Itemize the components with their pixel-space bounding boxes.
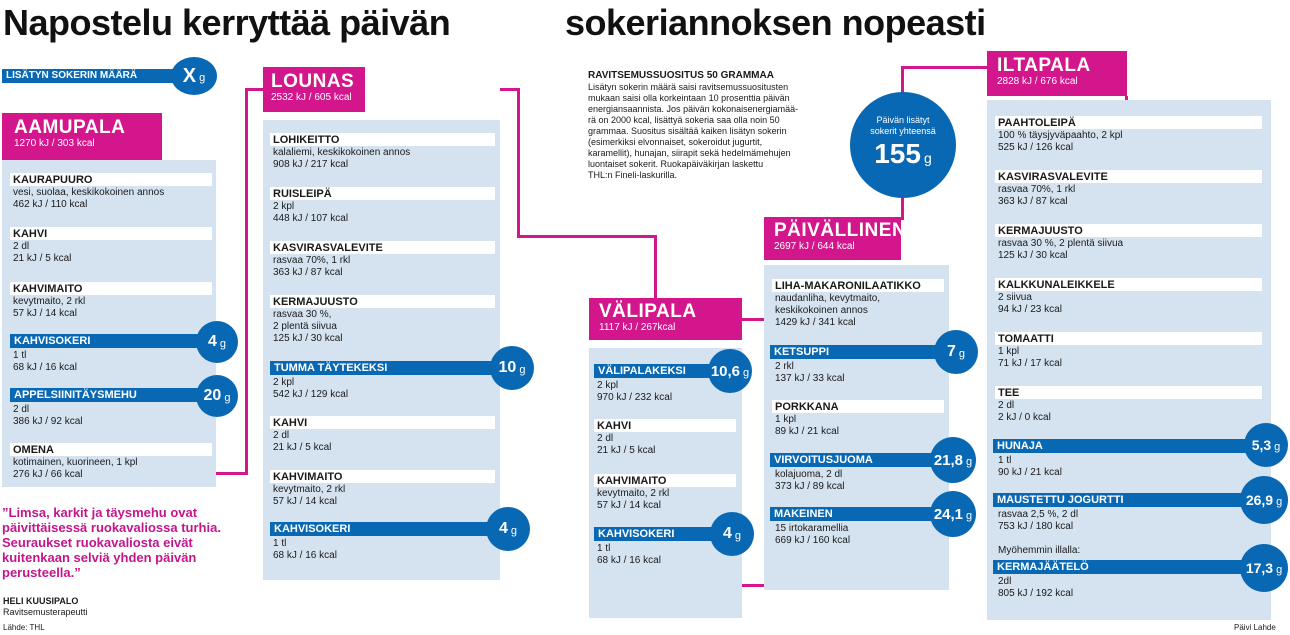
sugar-circle [930,437,976,483]
lounas-header [263,67,365,112]
food-name: KERMAJUUSTO [270,295,495,308]
food-detail: kevytmaito, 2 rkl [273,484,346,495]
sugar-value: 7 [946,343,956,360]
food-energy: 68 kJ / 16 kcal [597,555,661,566]
food-energy: 68 kJ / 16 kcal [13,362,77,373]
food-item [594,419,736,457]
food-detail: kalaliemi, keskikokoinen annos [273,147,411,158]
sugar-circle [196,375,238,417]
food-energy: 2 kJ / 0 kcal [998,412,1051,423]
food-energy: 908 kJ / 217 kcal [273,159,349,170]
food-detail: 2 dl [13,404,30,415]
legend-unit: g [199,72,206,84]
food-item [772,361,844,385]
food-item [772,469,844,493]
food-energy: 448 kJ / 107 kcal [273,213,349,224]
food-item [270,241,495,279]
food-energy: 57 kJ / 14 kcal [597,500,661,511]
sugar-value: 4 [498,520,508,537]
food-item [270,187,495,225]
food-energy: 21 kJ / 5 kcal [273,442,332,453]
sugar-item-bar: VIRVOITUSJUOMA [770,453,945,467]
sugar-value: 10 [498,359,517,376]
food-name: RUISLEIPÄ [270,187,495,200]
recommendation-line: energiansaannista. Jos päivän kokonaisenergiamää- [588,104,799,114]
food-name: KAHVIMAITO [10,282,212,295]
food-name: TEE [995,386,1262,399]
food-energy: 970 kJ / 232 kcal [597,392,673,403]
food-item [594,474,736,512]
food-detail: 2 dl [597,433,614,444]
recommendation-line: Lisätyn sokerin määrä saisi ravitsemussuositusten [588,82,789,92]
valipala-header [589,298,742,340]
food-detail: rasvaa 30 %, 2 plentä siivua [998,238,1124,249]
food-energy: 21 kJ / 5 kcal [597,445,656,456]
paivallinen-header [764,217,907,260]
food-item [995,332,1262,370]
sugar-unit: g [958,348,966,360]
food-energy: 805 kJ / 192 kcal [998,588,1074,599]
sugar-circle [1240,476,1288,524]
food-name: KAHVIMAITO [270,470,495,483]
sugar-circle [934,330,978,374]
food-energy: 753 kJ / 180 kcal [998,521,1074,532]
food-name: KAHVI [594,419,736,432]
food-energy: 525 kJ / 126 kcal [998,142,1074,153]
sugar-value: 21,8 [933,451,964,469]
food-detail: 2 siivua [998,292,1032,303]
aamupala-header [2,113,162,160]
sugar-unit: g [966,456,973,468]
sugar-item-bar: APPELSIINITÄYSMEHU [10,388,220,402]
food-energy: 21 kJ / 5 kcal [13,253,72,264]
sugar-unit: g [1276,496,1283,508]
sugar-item-bar: TUMMA TÄYTEKEKSI [270,361,500,375]
food-name: KAHVI [10,227,212,240]
lounas-energy: 2532 kJ / 605 kcal [271,92,352,103]
food-detail: 2 dl [273,430,290,441]
sugar-item-bar: KERMAJÄÄTELÖ [993,560,1263,574]
valipala-title: VÄLIPALA [599,301,697,322]
recommendation-box [588,69,818,181]
food-detail: 2 kpl [273,201,295,212]
sugar-value: 17,3 [1245,560,1274,576]
sugar-item-bar: KAHVISOKERI [270,522,500,536]
source-note: Lähde: THL [3,623,45,632]
food-item [772,400,944,438]
food-detail: rasvaa 70%, 1 rkl [998,184,1076,195]
food-detail: 2 plentä siivua [273,321,337,332]
legend-circle [171,57,217,95]
total-line1: Päivän lisätyt [876,115,930,125]
sugar-circle [1240,544,1288,592]
food-energy: 125 kJ / 30 kcal [273,333,343,344]
food-detail: rasvaa 70%, 1 rkl [273,255,351,266]
connector-line [901,66,904,94]
food-item [995,116,1262,154]
sugar-circle [490,346,534,390]
connector-line [216,472,248,475]
food-energy: 57 kJ / 14 kcal [13,308,77,319]
sugar-circle [486,507,530,551]
sugar-unit: g [734,530,742,542]
food-detail: naudanliha, kevytmaito, [775,293,881,304]
recommendation-line: (esimerkiksi elvonnaiset, sokeroidut jugurtit, [588,137,763,147]
quote-role: Ravitsemusterapeutti [3,607,88,617]
recommendation-line: luontaiset sokerit. Ruokapäiväkirjan laskettu [588,159,764,169]
food-energy: 71 kJ / 17 kcal [998,358,1062,369]
total-circle [850,92,956,198]
quote-author: HELI KUUSIPALO [3,596,79,606]
food-item [772,279,944,329]
recommendation-line: mukaan saisi olla korkeintaan 10 prosenttia päivän [588,93,790,103]
total-line2: sokerit yhteensä [870,126,936,136]
recommendation-heading: RAVITSEMUSSUOSITUS 50 GRAMMAA [588,70,774,81]
recommendation-line: karamellit), hunajan, siirapit sekä hedelmämehujen [588,148,791,158]
sugar-unit: g [519,364,526,376]
valipala-energy: 1117 kJ / 267kcal [599,322,676,333]
food-detail: 2 dl [13,241,30,252]
sugar-unit: g [224,392,231,404]
food-energy: 68 kJ / 16 kcal [273,550,337,561]
connector-line [742,318,764,321]
headline-right: sokeriannoksen nopeasti [565,2,986,43]
sugar-value: 4 [722,525,732,542]
food-detail: 1 kpl [998,346,1020,357]
food-detail: 15 irtokaramellia [775,523,849,534]
food-detail: rasvaa 30 %, [273,309,332,320]
iltapala-header [987,51,1127,96]
food-detail: kevytmaito, 2 rkl [597,488,670,499]
food-detail: kotimainen, kuorineen, 1 kpl [13,457,138,468]
food-detail: 2dl [998,576,1012,587]
food-name: PAAHTOLEIPÄ [995,116,1262,129]
aamupala-title: AAMUPALA [14,117,126,138]
sugar-item-bar: HUNAJA [993,439,1263,453]
food-energy: 276 kJ / 66 kcal [13,469,83,480]
sugar-unit: g [219,338,227,350]
food-detail: 1 tl [597,543,611,554]
food-name: KASVIRASVALEVITE [270,241,495,254]
food-item [995,576,1073,600]
food-energy: 373 kJ / 89 kcal [775,481,845,492]
food-item [995,170,1262,208]
connector-line [901,195,904,220]
iltapala-title: ILTAPALA [997,55,1091,76]
recommendation-line: rä on 2000 kcal, lisättyä sokeria saa olla noin 50 [588,115,780,125]
connector-line [517,235,657,238]
food-item [10,443,212,481]
food-detail: vesi, suolaa, keskikokoinen annos [13,187,165,198]
food-item [10,404,82,428]
food-energy: 57 kJ / 14 kcal [273,496,337,507]
food-item [270,133,495,171]
quote-text: ”Limsa, karkit ja täysmehu ovat päivittäisessä ruokavaliossa turhia. Seuraukset ruokavaliosta eivät kuitenkaan selviä yhden päivän perusteella.” [2,505,221,580]
food-item [10,282,212,320]
food-item [995,509,1078,533]
food-item [995,455,1062,479]
food-detail: kevytmaito, 2 rkl [13,296,86,307]
sugar-item-bar: KETSUPPI [770,345,945,359]
food-name: KERMAJUUSTO [995,224,1262,237]
food-name: KAHVI [270,416,495,429]
food-detail: rasvaa 2,5 %, 2 dl [998,509,1079,520]
sugar-unit: g [1274,441,1281,453]
food-energy: 137 kJ / 33 kcal [775,373,845,384]
food-detail: 2 rkl [775,361,794,372]
food-energy: 363 kJ / 87 kcal [998,196,1068,207]
food-energy: 386 kJ / 92 kcal [13,416,83,427]
food-item [270,295,495,345]
sugar-value: 26,9 [1245,492,1274,508]
food-item [270,470,495,508]
sugar-circle [930,491,976,537]
food-energy: 363 kJ / 87 kcal [273,267,343,278]
food-item [270,377,348,401]
aamupala-energy: 1270 kJ / 303 kcal [14,138,95,149]
paivallinen-title: PÄIVÄLLINEN [774,220,907,241]
connector-line [654,235,657,298]
food-detail: 1 tl [13,350,27,361]
sugar-circle [196,321,238,363]
food-name: KASVIRASVALEVITE [995,170,1262,183]
food-detail: 1 tl [998,455,1012,466]
sugar-circle [1244,423,1288,467]
food-item [772,523,850,547]
food-detail: 2 dl [998,400,1015,411]
sugar-unit: g [510,525,518,537]
food-detail: 2 kpl [273,377,295,388]
paivallinen-energy: 2697 kJ / 644 kcal [774,241,855,252]
food-item [995,386,1262,424]
sugar-unit: g [966,510,973,522]
lounas-title: LOUNAS [271,71,355,92]
sugar-value: 4 [207,333,217,350]
food-detail: 1 tl [273,538,287,549]
sugar-item-bar: KAHVISOKERI [594,527,734,541]
headline-left: Napostelu kerryttää päivän [3,2,451,43]
sugar-value: 10,6 [710,362,741,380]
recommendation-line: THL:n Fineli-laskurilla. [588,170,678,180]
connector-line [245,88,265,91]
food-item [594,380,672,404]
sugar-unit: g [1276,564,1283,576]
food-energy: 89 kJ / 21 kcal [775,426,839,437]
credit-note: Päivi Lahde [1234,623,1276,632]
sugar-value: 5,3 [1251,437,1272,453]
food-energy: 125 kJ / 30 kcal [998,250,1068,261]
food-detail: 2 kpl [597,380,619,391]
sugar-item-bar: KAHVISOKERI [10,334,220,348]
food-detail: 1 kpl [775,414,797,425]
food-item [10,350,77,374]
food-detail: kolajuoma, 2 dl [775,469,843,480]
later-note: Myöhemmin illalla: [998,545,1081,556]
connector-line [901,66,987,69]
food-name: KAURAPUURO [10,173,212,186]
sugar-value: 24,1 [933,505,964,523]
food-energy: 669 kJ / 160 kcal [775,535,851,546]
recommendation-line: grammaa. Suositus sisältää kaiken lisätyn sokerin [588,126,787,136]
total-value: 155 [874,138,921,169]
food-item [594,543,661,567]
total-unit: g [923,150,932,166]
connector-line [517,88,520,238]
food-name: LIHA-MAKARONILAATIKKO [772,279,944,292]
legend-label: LISÄTYN SOKERIN MÄÄRÄ [2,69,187,83]
food-energy: 90 kJ / 21 kcal [998,467,1062,478]
food-item [10,227,212,265]
food-energy: 542 kJ / 129 kcal [273,389,349,400]
sugar-item-bar: VÄLIPALAKEKSI [594,364,734,378]
food-item [995,278,1262,316]
food-name: PORKKANA [772,400,944,413]
connector-line [245,88,248,475]
food-energy: 1429 kJ / 341 kcal [775,317,856,328]
food-name: OMENA [10,443,212,456]
sugar-item-bar: MAUSTETTU JOGURTTI [993,493,1263,507]
food-name: KAHVIMAITO [594,474,736,487]
legend-symbol: X [182,64,197,87]
food-name: TOMAATTI [995,332,1262,345]
sugar-circle [708,349,752,393]
food-item [995,224,1262,262]
food-name: LOHIKEITTO [270,133,495,146]
food-item [10,173,212,211]
sugar-item-bar: MAKEINEN [770,507,945,521]
food-name: KALKKUNALEIKKELE [995,278,1262,291]
food-energy: 94 kJ / 23 kcal [998,304,1062,315]
food-energy: 462 kJ / 110 kcal [13,199,88,210]
iltapala-energy: 2828 kJ / 676 kcal [997,76,1078,87]
food-detail: 100 % täysjyväpaahto, 2 kpl [998,130,1123,141]
food-item [270,538,337,562]
sugar-value: 20 [203,387,222,404]
sugar-unit: g [743,367,750,379]
sugar-circle [710,512,754,556]
food-detail: keskikokoinen annos [775,305,868,316]
food-item [270,416,495,454]
